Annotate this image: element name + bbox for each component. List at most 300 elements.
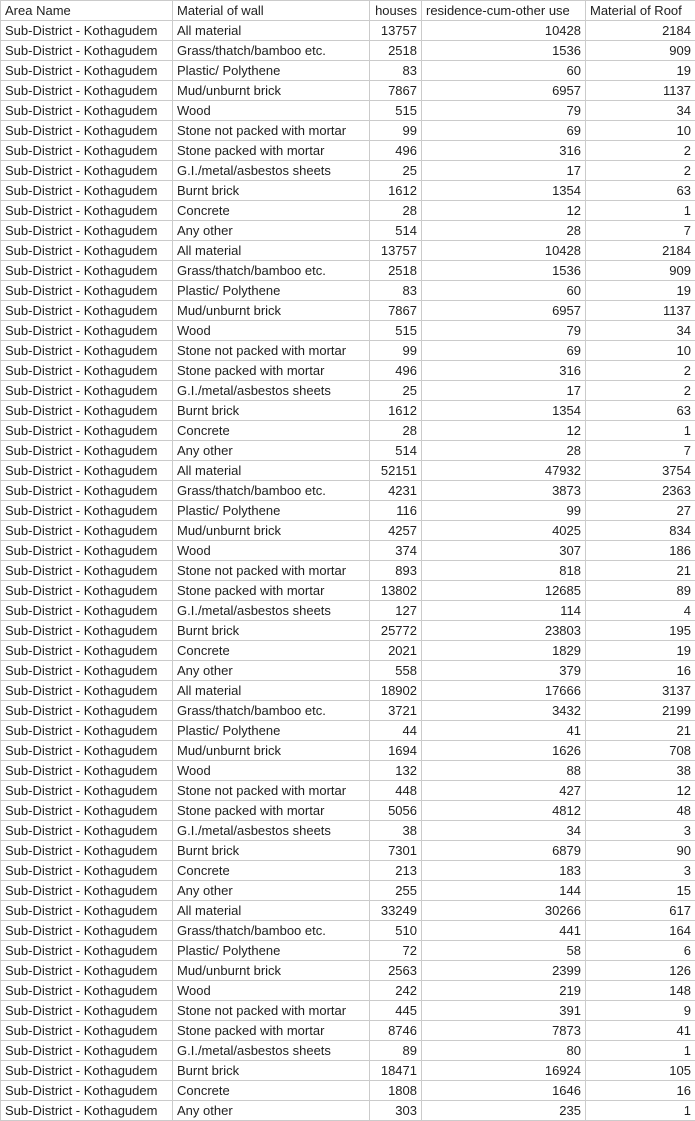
cell-residence-cum-other-use[interactable]: 80 bbox=[422, 1041, 586, 1061]
cell-material-of-roof[interactable]: 2184 bbox=[586, 241, 695, 261]
cell-residence-cum-other-use[interactable]: 58 bbox=[422, 941, 586, 961]
cell-material-of-wall[interactable]: Concrete bbox=[173, 201, 370, 221]
cell-material-of-wall[interactable]: Wood bbox=[173, 101, 370, 121]
cell-houses[interactable]: 893 bbox=[370, 561, 422, 581]
cell-houses[interactable]: 25772 bbox=[370, 621, 422, 641]
cell-houses[interactable]: 127 bbox=[370, 601, 422, 621]
table-row bbox=[1, 401, 695, 421]
cell-material-of-wall[interactable]: Stone not packed with mortar bbox=[173, 561, 370, 581]
cell-area-name[interactable]: Sub-District - Kothagudem bbox=[1, 721, 173, 741]
cell-area-name[interactable]: Sub-District - Kothagudem bbox=[1, 381, 173, 401]
table-row bbox=[1, 121, 695, 141]
cell-area-name[interactable]: Sub-District - Kothagudem bbox=[1, 761, 173, 781]
cell-houses[interactable]: 510 bbox=[370, 921, 422, 941]
cell-material-of-roof[interactable]: 12 bbox=[586, 781, 695, 801]
cell-material-of-wall[interactable]: Concrete bbox=[173, 861, 370, 881]
cell-area-name[interactable]: Sub-District - Kothagudem bbox=[1, 281, 173, 301]
cell-residence-cum-other-use[interactable]: 4025 bbox=[422, 521, 586, 541]
cell-area-name[interactable]: Sub-District - Kothagudem bbox=[1, 961, 173, 981]
cell-material-of-wall[interactable]: Wood bbox=[173, 541, 370, 561]
cell-material-of-roof[interactable]: 2363 bbox=[586, 481, 695, 501]
cell-area-name[interactable]: Sub-District - Kothagudem bbox=[1, 921, 173, 941]
cell-area-name[interactable]: Sub-District - Kothagudem bbox=[1, 401, 173, 421]
table-row bbox=[1, 201, 695, 221]
cell-houses[interactable]: 83 bbox=[370, 61, 422, 81]
cell-houses[interactable]: 4257 bbox=[370, 521, 422, 541]
cell-material-of-roof[interactable]: 48 bbox=[586, 801, 695, 821]
table-row bbox=[1, 141, 695, 161]
col-header-residence-cum-other-use[interactable]: residence-cum-other use bbox=[422, 1, 586, 21]
cell-residence-cum-other-use[interactable]: 1626 bbox=[422, 741, 586, 761]
cell-area-name[interactable]: Sub-District - Kothagudem bbox=[1, 841, 173, 861]
cell-area-name[interactable]: Sub-District - Kothagudem bbox=[1, 1001, 173, 1021]
cell-houses[interactable]: 515 bbox=[370, 321, 422, 341]
cell-material-of-wall[interactable]: All material bbox=[173, 901, 370, 921]
cell-area-name[interactable]: Sub-District - Kothagudem bbox=[1, 461, 173, 481]
cell-material-of-roof[interactable]: 9 bbox=[586, 1001, 695, 1021]
cell-area-name[interactable]: Sub-District - Kothagudem bbox=[1, 901, 173, 921]
cell-residence-cum-other-use[interactable]: 17 bbox=[422, 161, 586, 181]
cell-material-of-wall[interactable]: Stone packed with mortar bbox=[173, 581, 370, 601]
cell-material-of-roof[interactable]: 2199 bbox=[586, 701, 695, 721]
cell-houses[interactable]: 13757 bbox=[370, 241, 422, 261]
cell-material-of-roof[interactable]: 1 bbox=[586, 201, 695, 221]
cell-houses[interactable]: 7867 bbox=[370, 81, 422, 101]
col-header-material-of-wall[interactable]: Material of wall bbox=[173, 1, 370, 21]
cell-material-of-roof[interactable]: 10 bbox=[586, 121, 695, 141]
cell-area-name[interactable]: Sub-District - Kothagudem bbox=[1, 361, 173, 381]
cell-material-of-wall[interactable]: Any other bbox=[173, 1101, 370, 1121]
cell-area-name[interactable]: Sub-District - Kothagudem bbox=[1, 741, 173, 761]
cell-houses[interactable]: 28 bbox=[370, 201, 422, 221]
cell-material-of-roof[interactable]: 195 bbox=[586, 621, 695, 641]
cell-residence-cum-other-use[interactable]: 99 bbox=[422, 501, 586, 521]
cell-material-of-roof[interactable]: 164 bbox=[586, 921, 695, 941]
cell-residence-cum-other-use[interactable]: 17666 bbox=[422, 681, 586, 701]
cell-residence-cum-other-use[interactable]: 28 bbox=[422, 221, 586, 241]
cell-residence-cum-other-use[interactable]: 818 bbox=[422, 561, 586, 581]
cell-material-of-wall[interactable]: Concrete bbox=[173, 421, 370, 441]
cell-residence-cum-other-use[interactable]: 219 bbox=[422, 981, 586, 1001]
cell-residence-cum-other-use[interactable]: 30266 bbox=[422, 901, 586, 921]
cell-residence-cum-other-use[interactable]: 7873 bbox=[422, 1021, 586, 1041]
cell-material-of-wall[interactable]: Grass/thatch/bamboo etc. bbox=[173, 261, 370, 281]
cell-residence-cum-other-use[interactable]: 316 bbox=[422, 361, 586, 381]
col-header-houses[interactable]: houses bbox=[370, 1, 422, 21]
cell-houses[interactable]: 448 bbox=[370, 781, 422, 801]
cell-material-of-roof[interactable]: 7 bbox=[586, 441, 695, 461]
cell-houses[interactable]: 1808 bbox=[370, 1081, 422, 1101]
cell-houses[interactable]: 374 bbox=[370, 541, 422, 561]
cell-material-of-roof[interactable]: 4 bbox=[586, 601, 695, 621]
cell-houses[interactable]: 255 bbox=[370, 881, 422, 901]
cell-material-of-wall[interactable]: Mud/unburnt brick bbox=[173, 961, 370, 981]
cell-houses[interactable]: 8746 bbox=[370, 1021, 422, 1041]
cell-houses[interactable]: 13757 bbox=[370, 21, 422, 41]
cell-area-name[interactable]: Sub-District - Kothagudem bbox=[1, 21, 173, 41]
cell-material-of-wall[interactable]: Any other bbox=[173, 661, 370, 681]
cell-houses[interactable]: 52151 bbox=[370, 461, 422, 481]
cell-area-name[interactable]: Sub-District - Kothagudem bbox=[1, 41, 173, 61]
cell-material-of-wall[interactable]: Stone packed with mortar bbox=[173, 141, 370, 161]
cell-material-of-wall[interactable]: Burnt brick bbox=[173, 1061, 370, 1081]
cell-area-name[interactable]: Sub-District - Kothagudem bbox=[1, 1081, 173, 1101]
cell-material-of-roof[interactable]: 16 bbox=[586, 1081, 695, 1101]
cell-material-of-roof[interactable]: 90 bbox=[586, 841, 695, 861]
cell-material-of-wall[interactable]: Grass/thatch/bamboo etc. bbox=[173, 481, 370, 501]
cell-area-name[interactable]: Sub-District - Kothagudem bbox=[1, 1061, 173, 1081]
table-row bbox=[1, 261, 695, 281]
cell-houses[interactable]: 3721 bbox=[370, 701, 422, 721]
cell-residence-cum-other-use[interactable]: 6957 bbox=[422, 301, 586, 321]
cell-residence-cum-other-use[interactable]: 6879 bbox=[422, 841, 586, 861]
cell-area-name[interactable]: Sub-District - Kothagudem bbox=[1, 301, 173, 321]
cell-residence-cum-other-use[interactable]: 114 bbox=[422, 601, 586, 621]
cell-material-of-roof[interactable]: 2184 bbox=[586, 21, 695, 41]
cell-residence-cum-other-use[interactable]: 88 bbox=[422, 761, 586, 781]
cell-residence-cum-other-use[interactable]: 183 bbox=[422, 861, 586, 881]
cell-residence-cum-other-use[interactable]: 34 bbox=[422, 821, 586, 841]
cell-residence-cum-other-use[interactable]: 1829 bbox=[422, 641, 586, 661]
cell-houses[interactable]: 132 bbox=[370, 761, 422, 781]
cell-material-of-wall[interactable]: Grass/thatch/bamboo etc. bbox=[173, 701, 370, 721]
cell-houses[interactable]: 303 bbox=[370, 1101, 422, 1121]
cell-material-of-roof[interactable]: 19 bbox=[586, 281, 695, 301]
cell-residence-cum-other-use[interactable]: 1536 bbox=[422, 41, 586, 61]
table-row bbox=[1, 181, 695, 201]
table-row bbox=[1, 981, 695, 1001]
cell-material-of-roof[interactable]: 21 bbox=[586, 561, 695, 581]
cell-houses[interactable]: 514 bbox=[370, 221, 422, 241]
table-row bbox=[1, 561, 695, 581]
cell-residence-cum-other-use[interactable]: 23803 bbox=[422, 621, 586, 641]
cell-houses[interactable]: 89 bbox=[370, 1041, 422, 1061]
cell-area-name[interactable]: Sub-District - Kothagudem bbox=[1, 881, 173, 901]
table-row bbox=[1, 501, 695, 521]
cell-houses[interactable]: 83 bbox=[370, 281, 422, 301]
cell-material-of-wall[interactable]: Stone packed with mortar bbox=[173, 1021, 370, 1041]
cell-material-of-wall[interactable]: All material bbox=[173, 681, 370, 701]
cell-material-of-wall[interactable]: Plastic/ Polythene bbox=[173, 501, 370, 521]
cell-material-of-roof[interactable]: 3754 bbox=[586, 461, 695, 481]
cell-material-of-roof[interactable]: 10 bbox=[586, 341, 695, 361]
cell-houses[interactable]: 1612 bbox=[370, 401, 422, 421]
cell-material-of-roof[interactable]: 19 bbox=[586, 61, 695, 81]
cell-material-of-roof[interactable]: 1137 bbox=[586, 301, 695, 321]
cell-houses[interactable]: 514 bbox=[370, 441, 422, 461]
cell-material-of-roof[interactable]: 7 bbox=[586, 221, 695, 241]
cell-residence-cum-other-use[interactable]: 144 bbox=[422, 881, 586, 901]
cell-material-of-roof[interactable]: 34 bbox=[586, 101, 695, 121]
cell-material-of-roof[interactable]: 2 bbox=[586, 361, 695, 381]
cell-area-name[interactable]: Sub-District - Kothagudem bbox=[1, 781, 173, 801]
cell-material-of-wall[interactable]: Wood bbox=[173, 761, 370, 781]
cell-material-of-roof[interactable]: 19 bbox=[586, 641, 695, 661]
cell-material-of-wall[interactable]: Grass/thatch/bamboo etc. bbox=[173, 41, 370, 61]
cell-houses[interactable]: 1694 bbox=[370, 741, 422, 761]
cell-area-name[interactable]: Sub-District - Kothagudem bbox=[1, 801, 173, 821]
cell-material-of-roof[interactable]: 1 bbox=[586, 421, 695, 441]
cell-material-of-roof[interactable]: 1 bbox=[586, 1101, 695, 1121]
cell-area-name[interactable]: Sub-District - Kothagudem bbox=[1, 241, 173, 261]
cell-area-name[interactable]: Sub-District - Kothagudem bbox=[1, 1021, 173, 1041]
table-row bbox=[1, 541, 695, 561]
cell-material-of-wall[interactable]: Any other bbox=[173, 441, 370, 461]
cell-houses[interactable]: 5056 bbox=[370, 801, 422, 821]
cell-area-name[interactable]: Sub-District - Kothagudem bbox=[1, 681, 173, 701]
cell-houses[interactable]: 7301 bbox=[370, 841, 422, 861]
col-header-material-of-roof[interactable]: Material of Roof bbox=[586, 1, 695, 21]
cell-material-of-wall[interactable]: Any other bbox=[173, 881, 370, 901]
cell-material-of-roof[interactable]: 2 bbox=[586, 141, 695, 161]
cell-material-of-roof[interactable]: 63 bbox=[586, 181, 695, 201]
header-row bbox=[1, 1, 695, 21]
cell-material-of-wall[interactable]: All material bbox=[173, 21, 370, 41]
cell-material-of-roof[interactable]: 6 bbox=[586, 941, 695, 961]
cell-area-name[interactable]: Sub-District - Kothagudem bbox=[1, 501, 173, 521]
cell-area-name[interactable]: Sub-District - Kothagudem bbox=[1, 661, 173, 681]
cell-material-of-roof[interactable]: 148 bbox=[586, 981, 695, 1001]
cell-houses[interactable]: 515 bbox=[370, 101, 422, 121]
cell-houses[interactable]: 2021 bbox=[370, 641, 422, 661]
cell-residence-cum-other-use[interactable]: 441 bbox=[422, 921, 586, 941]
cell-area-name[interactable]: Sub-District - Kothagudem bbox=[1, 481, 173, 501]
cell-material-of-roof[interactable]: 126 bbox=[586, 961, 695, 981]
cell-material-of-roof[interactable]: 2 bbox=[586, 161, 695, 181]
cell-houses[interactable]: 28 bbox=[370, 421, 422, 441]
cell-area-name[interactable]: Sub-District - Kothagudem bbox=[1, 181, 173, 201]
cell-area-name[interactable]: Sub-District - Kothagudem bbox=[1, 701, 173, 721]
cell-residence-cum-other-use[interactable]: 16924 bbox=[422, 1061, 586, 1081]
cell-material-of-roof[interactable]: 1137 bbox=[586, 81, 695, 101]
cell-residence-cum-other-use[interactable]: 1354 bbox=[422, 181, 586, 201]
cell-area-name[interactable]: Sub-District - Kothagudem bbox=[1, 221, 173, 241]
cell-area-name[interactable]: Sub-District - Kothagudem bbox=[1, 561, 173, 581]
cell-residence-cum-other-use[interactable]: 316 bbox=[422, 141, 586, 161]
cell-material-of-roof[interactable]: 1 bbox=[586, 1041, 695, 1061]
cell-area-name[interactable]: Sub-District - Kothagudem bbox=[1, 521, 173, 541]
table-row bbox=[1, 681, 695, 701]
table-row bbox=[1, 1001, 695, 1021]
cell-material-of-wall[interactable]: All material bbox=[173, 461, 370, 481]
table-row bbox=[1, 281, 695, 301]
col-header-area-name[interactable]: Area Name bbox=[1, 1, 173, 21]
cell-houses[interactable]: 2518 bbox=[370, 41, 422, 61]
cell-material-of-wall[interactable]: Plastic/ Polythene bbox=[173, 941, 370, 961]
cell-material-of-wall[interactable]: Stone not packed with mortar bbox=[173, 341, 370, 361]
cell-residence-cum-other-use[interactable]: 10428 bbox=[422, 241, 586, 261]
cell-houses[interactable]: 558 bbox=[370, 661, 422, 681]
cell-material-of-wall[interactable]: G.I./metal/asbestos sheets bbox=[173, 1041, 370, 1061]
cell-houses[interactable]: 18902 bbox=[370, 681, 422, 701]
table-row bbox=[1, 661, 695, 681]
cell-material-of-roof[interactable]: 41 bbox=[586, 1021, 695, 1041]
cell-houses[interactable]: 44 bbox=[370, 721, 422, 741]
cell-material-of-wall[interactable]: Mud/unburnt brick bbox=[173, 301, 370, 321]
cell-residence-cum-other-use[interactable]: 3873 bbox=[422, 481, 586, 501]
cell-residence-cum-other-use[interactable]: 1536 bbox=[422, 261, 586, 281]
cell-residence-cum-other-use[interactable]: 391 bbox=[422, 1001, 586, 1021]
cell-area-name[interactable]: Sub-District - Kothagudem bbox=[1, 641, 173, 661]
cell-houses[interactable]: 496 bbox=[370, 361, 422, 381]
cell-area-name[interactable]: Sub-District - Kothagudem bbox=[1, 61, 173, 81]
cell-residence-cum-other-use[interactable]: 1354 bbox=[422, 401, 586, 421]
cell-material-of-roof[interactable]: 3 bbox=[586, 821, 695, 841]
cell-material-of-wall[interactable]: Wood bbox=[173, 981, 370, 1001]
cell-area-name[interactable]: Sub-District - Kothagudem bbox=[1, 861, 173, 881]
cell-area-name[interactable]: Sub-District - Kothagudem bbox=[1, 101, 173, 121]
cell-area-name[interactable]: Sub-District - Kothagudem bbox=[1, 981, 173, 1001]
cell-residence-cum-other-use[interactable]: 2399 bbox=[422, 961, 586, 981]
cell-houses[interactable]: 2563 bbox=[370, 961, 422, 981]
cell-material-of-wall[interactable]: Stone not packed with mortar bbox=[173, 1001, 370, 1021]
cell-residence-cum-other-use[interactable]: 69 bbox=[422, 341, 586, 361]
cell-area-name[interactable]: Sub-District - Kothagudem bbox=[1, 621, 173, 641]
cell-residence-cum-other-use[interactable]: 79 bbox=[422, 101, 586, 121]
cell-residence-cum-other-use[interactable]: 47932 bbox=[422, 461, 586, 481]
cell-residence-cum-other-use[interactable]: 12685 bbox=[422, 581, 586, 601]
cell-houses[interactable]: 99 bbox=[370, 341, 422, 361]
cell-area-name[interactable]: Sub-District - Kothagudem bbox=[1, 121, 173, 141]
cell-residence-cum-other-use[interactable]: 1646 bbox=[422, 1081, 586, 1101]
cell-area-name[interactable]: Sub-District - Kothagudem bbox=[1, 201, 173, 221]
cell-area-name[interactable]: Sub-District - Kothagudem bbox=[1, 581, 173, 601]
cell-area-name[interactable]: Sub-District - Kothagudem bbox=[1, 601, 173, 621]
cell-residence-cum-other-use[interactable]: 307 bbox=[422, 541, 586, 561]
cell-area-name[interactable]: Sub-District - Kothagudem bbox=[1, 321, 173, 341]
cell-houses[interactable]: 213 bbox=[370, 861, 422, 881]
cell-material-of-wall[interactable]: G.I./metal/asbestos sheets bbox=[173, 601, 370, 621]
cell-material-of-roof[interactable]: 105 bbox=[586, 1061, 695, 1081]
cell-houses[interactable]: 242 bbox=[370, 981, 422, 1001]
cell-material-of-roof[interactable]: 63 bbox=[586, 401, 695, 421]
cell-material-of-wall[interactable]: Mud/unburnt brick bbox=[173, 741, 370, 761]
cell-residence-cum-other-use[interactable]: 235 bbox=[422, 1101, 586, 1121]
cell-residence-cum-other-use[interactable]: 427 bbox=[422, 781, 586, 801]
cell-residence-cum-other-use[interactable]: 12 bbox=[422, 201, 586, 221]
cell-area-name[interactable]: Sub-District - Kothagudem bbox=[1, 421, 173, 441]
cell-material-of-roof[interactable]: 909 bbox=[586, 41, 695, 61]
cell-residence-cum-other-use[interactable]: 3432 bbox=[422, 701, 586, 721]
cell-material-of-wall[interactable]: Plastic/ Polythene bbox=[173, 61, 370, 81]
table-row bbox=[1, 721, 695, 741]
cell-material-of-wall[interactable]: Any other bbox=[173, 221, 370, 241]
cell-material-of-roof[interactable]: 708 bbox=[586, 741, 695, 761]
cell-residence-cum-other-use[interactable]: 379 bbox=[422, 661, 586, 681]
cell-houses[interactable]: 496 bbox=[370, 141, 422, 161]
cell-area-name[interactable]: Sub-District - Kothagudem bbox=[1, 441, 173, 461]
cell-houses[interactable]: 13802 bbox=[370, 581, 422, 601]
table-row bbox=[1, 821, 695, 841]
table-row bbox=[1, 301, 695, 321]
cell-area-name[interactable]: Sub-District - Kothagudem bbox=[1, 1101, 173, 1121]
cell-houses[interactable]: 72 bbox=[370, 941, 422, 961]
cell-houses[interactable]: 18471 bbox=[370, 1061, 422, 1081]
cell-material-of-wall[interactable]: G.I./metal/asbestos sheets bbox=[173, 821, 370, 841]
cell-area-name[interactable]: Sub-District - Kothagudem bbox=[1, 261, 173, 281]
cell-material-of-wall[interactable]: G.I./metal/asbestos sheets bbox=[173, 161, 370, 181]
cell-material-of-roof[interactable]: 21 bbox=[586, 721, 695, 741]
cell-residence-cum-other-use[interactable]: 4812 bbox=[422, 801, 586, 821]
cell-material-of-wall[interactable]: Plastic/ Polythene bbox=[173, 721, 370, 741]
cell-material-of-wall[interactable]: Grass/thatch/bamboo etc. bbox=[173, 921, 370, 941]
cell-material-of-roof[interactable]: 34 bbox=[586, 321, 695, 341]
cell-material-of-roof[interactable]: 2 bbox=[586, 381, 695, 401]
cell-area-name[interactable]: Sub-District - Kothagudem bbox=[1, 541, 173, 561]
table-row bbox=[1, 921, 695, 941]
cell-material-of-roof[interactable]: 3137 bbox=[586, 681, 695, 701]
cell-area-name[interactable]: Sub-District - Kothagudem bbox=[1, 341, 173, 361]
cell-material-of-wall[interactable]: Burnt brick bbox=[173, 181, 370, 201]
cell-material-of-wall[interactable]: Mud/unburnt brick bbox=[173, 521, 370, 541]
cell-houses[interactable]: 25 bbox=[370, 161, 422, 181]
cell-material-of-wall[interactable]: Concrete bbox=[173, 1081, 370, 1101]
cell-material-of-wall[interactable]: Wood bbox=[173, 321, 370, 341]
cell-material-of-wall[interactable]: Stone packed with mortar bbox=[173, 361, 370, 381]
cell-houses[interactable]: 25 bbox=[370, 381, 422, 401]
cell-area-name[interactable]: Sub-District - Kothagudem bbox=[1, 821, 173, 841]
cell-area-name[interactable]: Sub-District - Kothagudem bbox=[1, 141, 173, 161]
cell-material-of-wall[interactable]: Burnt brick bbox=[173, 401, 370, 421]
cell-houses[interactable]: 33249 bbox=[370, 901, 422, 921]
table-row bbox=[1, 221, 695, 241]
cell-houses[interactable]: 116 bbox=[370, 501, 422, 521]
cell-houses[interactable]: 38 bbox=[370, 821, 422, 841]
cell-material-of-wall[interactable]: Stone not packed with mortar bbox=[173, 781, 370, 801]
cell-material-of-roof[interactable]: 89 bbox=[586, 581, 695, 601]
cell-houses[interactable]: 7867 bbox=[370, 301, 422, 321]
cell-residence-cum-other-use[interactable]: 17 bbox=[422, 381, 586, 401]
cell-material-of-wall[interactable]: Mud/unburnt brick bbox=[173, 81, 370, 101]
cell-material-of-roof[interactable]: 617 bbox=[586, 901, 695, 921]
cell-houses[interactable]: 445 bbox=[370, 1001, 422, 1021]
cell-residence-cum-other-use[interactable]: 60 bbox=[422, 61, 586, 81]
cell-residence-cum-other-use[interactable]: 79 bbox=[422, 321, 586, 341]
cell-material-of-wall[interactable]: Concrete bbox=[173, 641, 370, 661]
cell-material-of-wall[interactable]: Burnt brick bbox=[173, 621, 370, 641]
cell-houses[interactable]: 4231 bbox=[370, 481, 422, 501]
cell-residence-cum-other-use[interactable]: 60 bbox=[422, 281, 586, 301]
cell-houses[interactable]: 1612 bbox=[370, 181, 422, 201]
cell-residence-cum-other-use[interactable]: 6957 bbox=[422, 81, 586, 101]
cell-material-of-wall[interactable]: Stone not packed with mortar bbox=[173, 121, 370, 141]
cell-material-of-roof[interactable]: 15 bbox=[586, 881, 695, 901]
cell-houses[interactable]: 99 bbox=[370, 121, 422, 141]
cell-material-of-roof[interactable]: 186 bbox=[586, 541, 695, 561]
cell-material-of-wall[interactable]: Burnt brick bbox=[173, 841, 370, 861]
cell-houses[interactable]: 2518 bbox=[370, 261, 422, 281]
cell-residence-cum-other-use[interactable]: 69 bbox=[422, 121, 586, 141]
cell-material-of-roof[interactable]: 27 bbox=[586, 501, 695, 521]
cell-area-name[interactable]: Sub-District - Kothagudem bbox=[1, 1041, 173, 1061]
cell-material-of-wall[interactable]: Stone packed with mortar bbox=[173, 801, 370, 821]
cell-material-of-roof[interactable]: 16 bbox=[586, 661, 695, 681]
cell-material-of-roof[interactable]: 38 bbox=[586, 761, 695, 781]
cell-residence-cum-other-use[interactable]: 10428 bbox=[422, 21, 586, 41]
cell-material-of-wall[interactable]: G.I./metal/asbestos sheets bbox=[173, 381, 370, 401]
cell-residence-cum-other-use[interactable]: 41 bbox=[422, 721, 586, 741]
cell-residence-cum-other-use[interactable]: 28 bbox=[422, 441, 586, 461]
cell-material-of-roof[interactable]: 909 bbox=[586, 261, 695, 281]
cell-area-name[interactable]: Sub-District - Kothagudem bbox=[1, 161, 173, 181]
cell-area-name[interactable]: Sub-District - Kothagudem bbox=[1, 81, 173, 101]
cell-material-of-roof[interactable]: 834 bbox=[586, 521, 695, 541]
cell-material-of-wall[interactable]: All material bbox=[173, 241, 370, 261]
cell-residence-cum-other-use[interactable]: 12 bbox=[422, 421, 586, 441]
cell-material-of-roof[interactable]: 3 bbox=[586, 861, 695, 881]
cell-area-name[interactable]: Sub-District - Kothagudem bbox=[1, 941, 173, 961]
cell-material-of-wall[interactable]: Plastic/ Polythene bbox=[173, 281, 370, 301]
